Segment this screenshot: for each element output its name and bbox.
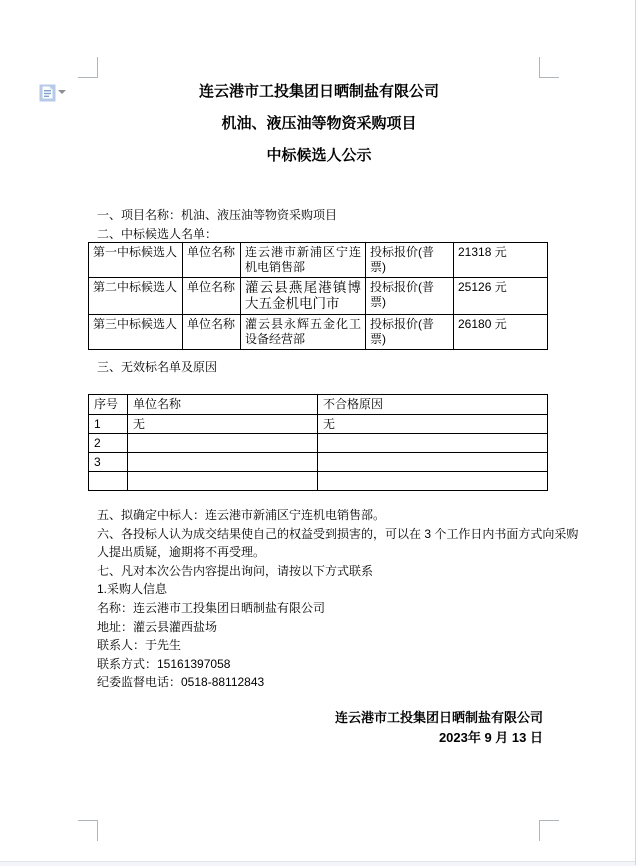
- col-header-reason: 不合格原因: [318, 395, 548, 415]
- candidate-rank: 第三中标候选人: [89, 315, 183, 350]
- section-project-name: 一、项目名称：机油、液压油等物资采购项目: [97, 208, 338, 222]
- table-row: [89, 472, 548, 491]
- cell-index: 2: [89, 434, 128, 453]
- buyer-name: 名称：连云港市工投集团日晒制盐有限公司: [97, 600, 326, 615]
- cell-index: 3: [89, 453, 128, 472]
- signature-date: 2023年 9 月 13 日: [438, 729, 543, 745]
- section-objection-line2: 人提出质疑，逾期将不再受理。: [97, 545, 266, 560]
- title-company: 连云港市工投集团日晒制盐有限公司: [198, 83, 439, 100]
- cell-reason: [318, 472, 548, 491]
- page-bottom-edge: [0, 861, 636, 866]
- table-header-row: [89, 395, 548, 415]
- price-label: 投标报价(普票): [366, 278, 454, 315]
- unit-name-label: 单位名称: [183, 278, 241, 315]
- cell-unit: [128, 472, 318, 491]
- price-label: 投标报价(普票): [366, 315, 454, 350]
- chevron-down-icon[interactable]: [58, 90, 66, 94]
- table-row: [89, 278, 548, 315]
- candidate-rank: 第一中标候选人: [89, 243, 183, 278]
- section-objection-line1: 六、各投标人认为成交结果使自己的权益受到损害的，可以在 3 个工作日内书面方式向采购: [97, 526, 579, 541]
- table-row: [89, 243, 548, 278]
- margin-corner-mark-top-left: [78, 57, 98, 78]
- section-invalid-heading: 三、无效标名单及原因: [97, 360, 218, 374]
- table-row: [89, 415, 548, 434]
- contact-person: 联系人：于先生: [97, 638, 182, 653]
- document-title-block: [97, 76, 541, 172]
- title-project: 机油、液压油等物资采购项目: [221, 115, 417, 132]
- margin-corner-mark-bottom-right: [539, 820, 559, 841]
- cell-unit: [128, 453, 318, 472]
- paste-options-button[interactable]: [39, 83, 69, 103]
- supervision-phone: 纪委监督电话：0518-88112843: [97, 675, 265, 690]
- cell-index: [89, 472, 128, 491]
- price-value: 25126 元: [454, 278, 548, 315]
- cell-reason: [318, 434, 548, 453]
- unit-name-label: 单位名称: [183, 315, 241, 350]
- price-value: 26180 元: [454, 315, 548, 350]
- table-row: [89, 434, 548, 453]
- cell-unit: [128, 434, 318, 453]
- section-winner: 五、拟确定中标人：连云港市新浦区宁连机电销售部。: [97, 508, 386, 522]
- buyer-address: 地址：灌云县灌西盐场: [97, 619, 218, 634]
- signature-block: [97, 708, 543, 747]
- section-candidates-heading: 二、中标候选人名单：: [97, 227, 218, 241]
- cell-unit: 无: [128, 415, 318, 434]
- section-inquiry: 七、凡对本次公告内容提出询问，请按以下方式联系: [97, 563, 374, 578]
- table-row: [89, 315, 548, 350]
- margin-corner-mark-top-right: [539, 57, 559, 78]
- col-header-unit: 单位名称: [128, 395, 318, 415]
- margin-corner-mark-bottom-left: [78, 820, 98, 841]
- candidate-company: 连云港市新浦区宁连机电销售部: [241, 243, 366, 278]
- candidates-table: [88, 242, 548, 350]
- signature-company: 连云港市工投集团日晒制盐有限公司: [334, 710, 543, 725]
- candidate-company: 灌云县永辉五金化工设备经营部: [241, 315, 366, 350]
- buyer-info-heading: 1.采购人信息: [97, 582, 168, 597]
- invalid-bids-table: [88, 394, 548, 491]
- cell-reason: 无: [318, 415, 548, 434]
- title-announcement: 中标候选人公示: [266, 147, 372, 164]
- contact-phone: 联系方式：15161397058: [97, 656, 231, 671]
- table-row: [89, 453, 548, 472]
- cell-index: 1: [89, 415, 128, 434]
- body-paragraphs: [97, 506, 579, 692]
- unit-name-label: 单位名称: [183, 243, 241, 278]
- candidate-rank: 第二中标候选人: [89, 278, 183, 315]
- col-header-index: 序号: [89, 395, 128, 415]
- candidate-company: 灌云县燕尾港镇博大五金机电门市: [241, 278, 366, 315]
- paste-icon: [39, 83, 56, 102]
- cell-reason: [318, 453, 548, 472]
- price-label: 投标报价(普票): [366, 243, 454, 278]
- price-value: 21318 元: [454, 243, 548, 278]
